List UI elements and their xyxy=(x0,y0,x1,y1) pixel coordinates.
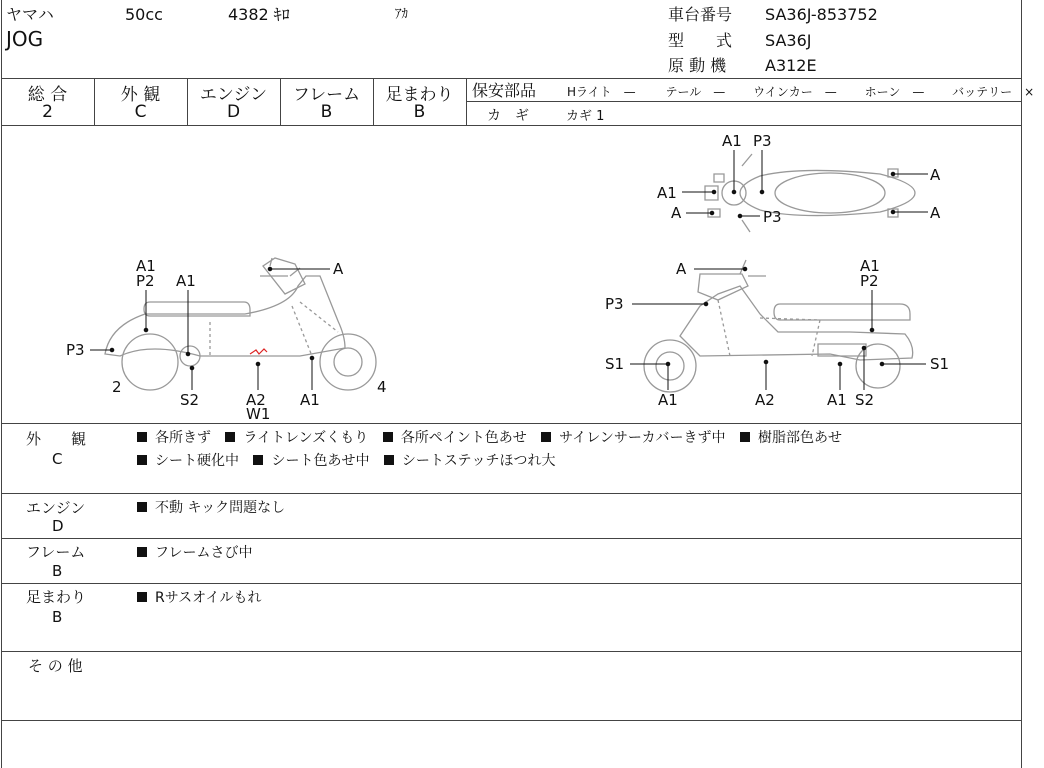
section-line xyxy=(1,538,1022,539)
section-suspension-grade: B xyxy=(52,608,63,626)
top-label: A xyxy=(930,166,941,184)
score-total-label: 総 合 xyxy=(27,85,68,105)
type-label: 型 式 xyxy=(668,31,733,50)
left-label: A1 xyxy=(300,391,320,409)
safety-headlight: Hライト — xyxy=(567,85,636,99)
model-name: JOG xyxy=(6,27,44,51)
note: 樹脂部色あせ xyxy=(758,430,843,446)
right-label: P3 xyxy=(605,295,624,313)
top-seat xyxy=(775,173,885,213)
displacement: 50cc xyxy=(125,5,163,24)
score-suspension-value: B xyxy=(413,102,426,122)
section-frame-grade: B xyxy=(52,562,63,580)
right-label: P2 xyxy=(860,272,879,290)
frame-no: SA36J-853752 xyxy=(765,5,878,24)
score-engine-value: D xyxy=(226,102,241,122)
top-label: A xyxy=(671,204,682,222)
right-label: S1 xyxy=(930,355,950,373)
score-frame-label: フレーム xyxy=(292,85,361,105)
frame-no-label: 車台番号 xyxy=(668,5,733,24)
top-label: P3 xyxy=(753,132,772,150)
right-label: S2 xyxy=(855,391,875,409)
right-seat xyxy=(774,304,910,320)
section-suspension-label: 足まわり xyxy=(26,588,87,606)
left-label: A2 xyxy=(246,391,266,409)
exterior-notes-line2 xyxy=(137,450,566,470)
left-label: P2 xyxy=(136,272,155,290)
score-exterior-label: 外 観 xyxy=(120,85,161,105)
engine-label: 原 動 機 xyxy=(668,56,727,75)
bullet-icon xyxy=(137,592,147,602)
right-panel-lines xyxy=(718,300,820,356)
safety-battery: バッテリー × xyxy=(952,85,1035,99)
suspension-notes xyxy=(137,587,261,607)
note: Rサスオイルもれ xyxy=(155,590,262,606)
table-top-line xyxy=(1,78,1022,79)
bullet-icon xyxy=(137,455,147,465)
bullet-icon xyxy=(137,502,147,512)
left-muffler xyxy=(180,346,200,366)
section-line xyxy=(1,493,1022,494)
section-frame-label: フレーム xyxy=(26,543,86,561)
note: シート色あせ中 xyxy=(271,453,370,469)
body-color: ｱｶ xyxy=(395,7,408,22)
top-label: A1 xyxy=(722,132,742,150)
section-exterior-label: 外 観 xyxy=(26,430,87,448)
bullet-icon xyxy=(383,432,393,442)
left-label: 2 xyxy=(112,378,122,396)
key-value: カギ 1 xyxy=(566,109,605,124)
safety-tail: テール — xyxy=(665,85,726,99)
bullet-icon xyxy=(253,455,263,465)
left-label: S2 xyxy=(180,391,200,409)
bullet-icon xyxy=(740,432,750,442)
exterior-notes-line1 xyxy=(137,427,852,447)
scratch-mark-icon xyxy=(250,349,267,354)
bullet-icon xyxy=(137,547,147,557)
score-frame-value: B xyxy=(320,102,333,122)
frame-notes xyxy=(137,542,252,562)
top-winkers xyxy=(708,169,898,217)
right-label: S1 xyxy=(605,355,625,373)
right-label: A1 xyxy=(658,391,678,409)
note: シートステッチほつれ大 xyxy=(401,453,556,469)
left-label: A1 xyxy=(176,272,196,290)
note: サイレンサーカバーきず中 xyxy=(559,430,726,446)
top-label: A xyxy=(930,204,941,222)
safety-winker: ウインカー — xyxy=(753,85,837,99)
score-total-value: 2 xyxy=(42,102,53,122)
section-engine-grade: D xyxy=(52,517,64,535)
left-rear-wheel xyxy=(122,334,178,390)
right-body xyxy=(680,286,913,360)
top-label: A1 xyxy=(657,184,677,202)
bullet-icon xyxy=(137,432,147,442)
top-handlebar xyxy=(742,154,752,232)
score-suspension-label: 足まわり xyxy=(385,85,454,105)
score-engine-label: エンジン xyxy=(199,85,268,105)
left-label: P3 xyxy=(66,341,85,359)
section-engine-label: エンジン xyxy=(26,499,86,517)
section-line xyxy=(1,423,1022,424)
note: フレームさび中 xyxy=(155,545,253,561)
damage-diagram xyxy=(0,126,1024,424)
note: 各所ペイント色あせ xyxy=(400,430,527,446)
top-label: P3 xyxy=(763,208,782,226)
engine-value: A312E xyxy=(765,56,817,75)
left-front-wheel xyxy=(320,334,376,390)
note: ライトレンズくもり xyxy=(243,430,369,446)
engine-notes xyxy=(137,497,285,517)
right-front-hub xyxy=(656,352,684,380)
right-label: A1 xyxy=(860,257,880,275)
section-other-label: そ の 他 xyxy=(28,657,83,675)
right-front-wheel xyxy=(644,340,696,392)
left-label: W1 xyxy=(246,405,271,423)
safety-items xyxy=(567,83,1044,100)
section-line xyxy=(1,720,1022,721)
safety-horn: ホーン — xyxy=(864,85,925,99)
note: 各所きず xyxy=(155,430,211,446)
maker: ヤマハ xyxy=(6,5,54,24)
right-label: A1 xyxy=(827,391,847,409)
bullet-icon xyxy=(541,432,551,442)
left-label: A xyxy=(333,260,344,278)
left-label: A1 xyxy=(136,257,156,275)
bullet-icon xyxy=(225,432,235,442)
bullet-icon xyxy=(384,455,394,465)
left-panel-lines xyxy=(210,302,338,356)
left-front-hub xyxy=(334,348,362,376)
safety-divider xyxy=(467,101,1022,102)
key-label: カ ギ xyxy=(487,108,529,124)
left-label: 4 xyxy=(377,378,387,396)
note: 不動 キック問題なし xyxy=(155,500,286,516)
mileage: 4382 ｷﾛ xyxy=(228,5,290,24)
section-exterior-grade: C xyxy=(52,450,63,468)
right-label: A2 xyxy=(755,391,775,409)
section-line xyxy=(1,651,1022,652)
section-line xyxy=(1,583,1022,584)
right-rear-wheel xyxy=(856,344,900,388)
safety-label: 保安部品 xyxy=(472,81,537,100)
note: シート硬化中 xyxy=(155,453,239,469)
col-divider xyxy=(466,78,467,125)
right-label: A xyxy=(676,260,687,278)
type-value: SA36J xyxy=(765,31,812,50)
score-exterior-value: C xyxy=(134,102,147,122)
left-handle xyxy=(260,258,300,276)
top-front-winker xyxy=(714,174,724,182)
